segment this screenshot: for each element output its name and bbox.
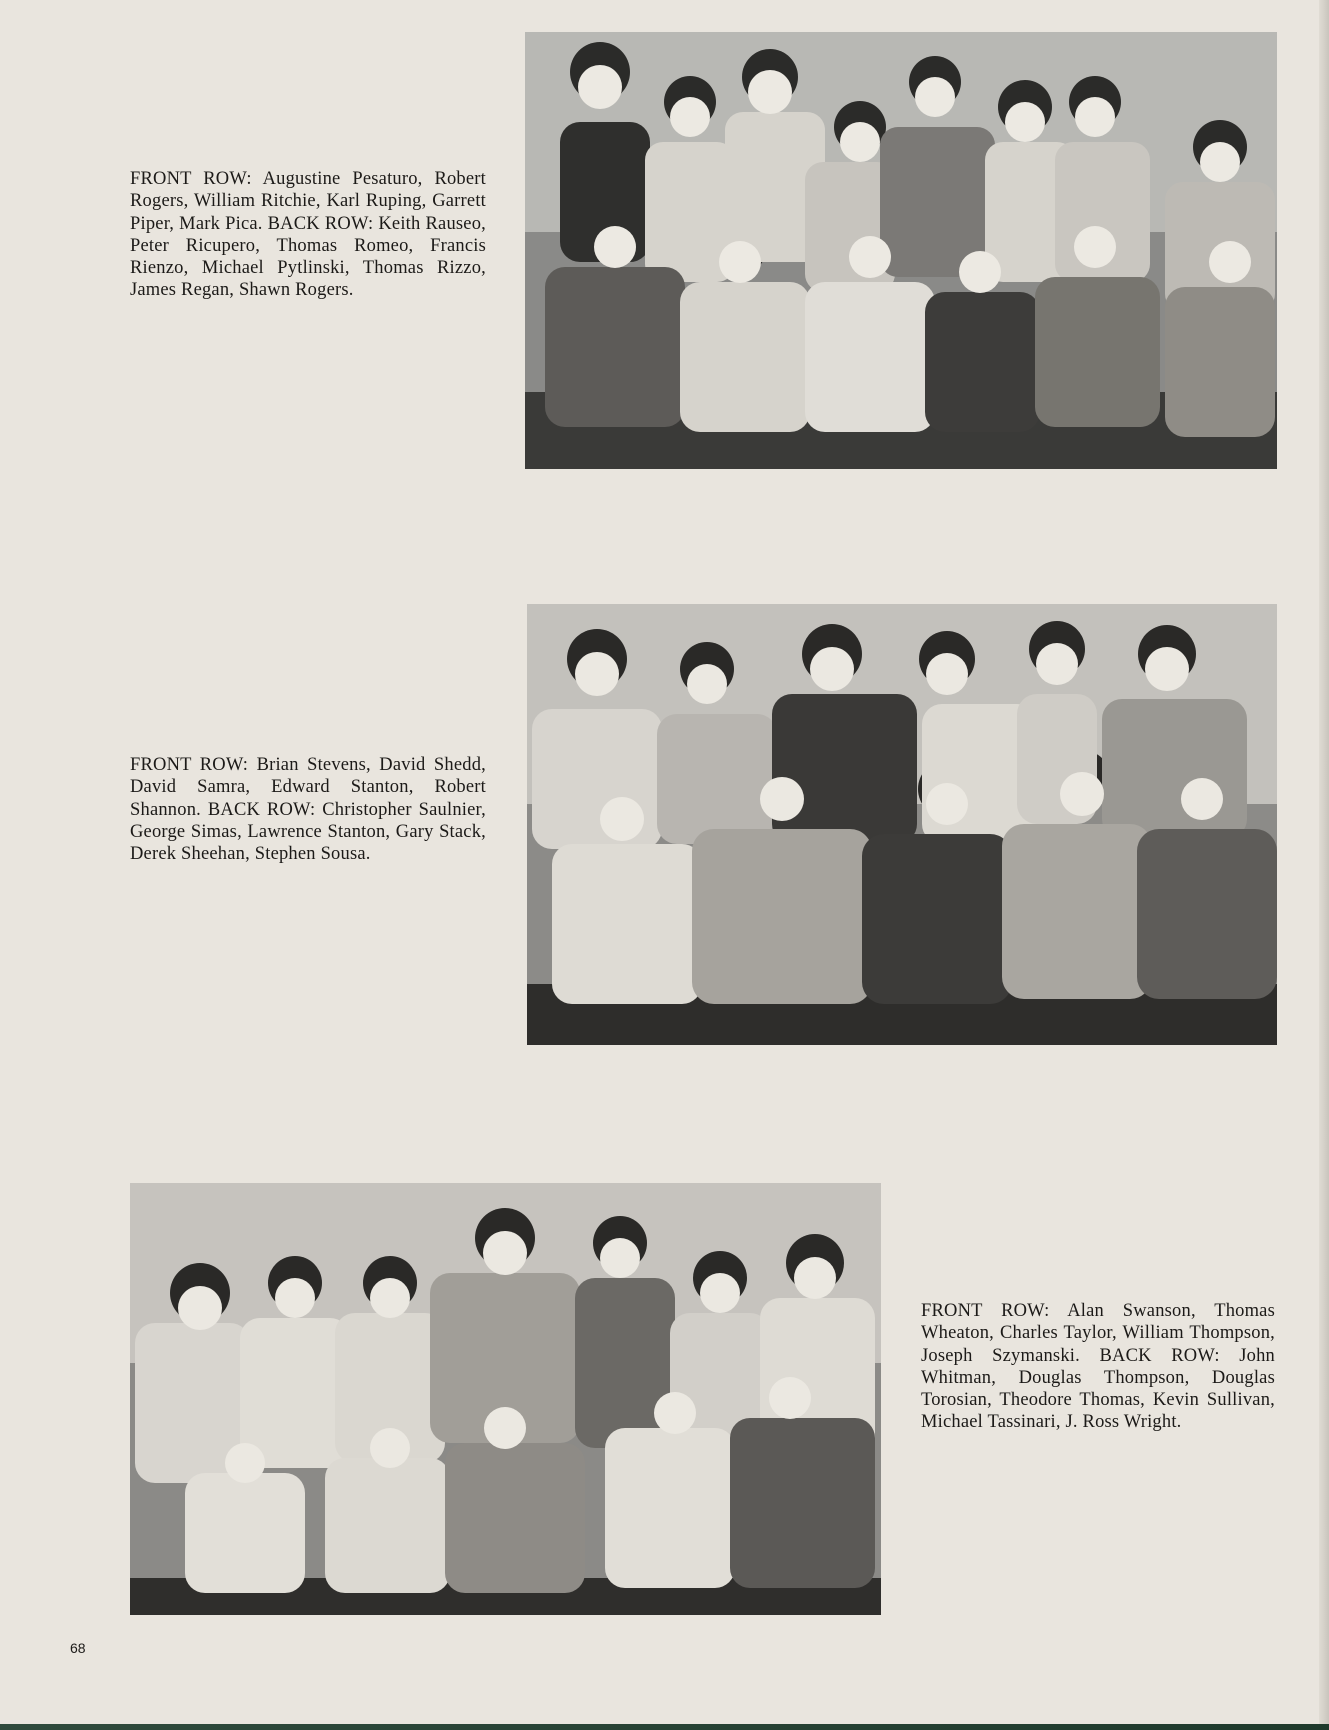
group-photo-2 — [527, 604, 1277, 1045]
group-photo-1 — [525, 32, 1277, 469]
page-edge — [1319, 0, 1329, 1730]
group-photo-caption-1: FRONT ROW: Augustine Pesaturo, Robert Rogers, William Ritchie, Karl Ruping, Garrett Piper, Mark Pica. BACK ROW: Keith Rauseo, Peter Ricupero, Thomas Romeo, Francis Rienzo, Michael Pytlinski, Thomas Rizzo, James Regan, Shawn Rogers. — [130, 169, 486, 301]
group-photo-3 — [130, 1183, 881, 1615]
page-number: 68 — [70, 1640, 86, 1656]
page-bottom-border — [0, 1724, 1329, 1730]
group-photo-caption-2: FRONT ROW: Brian Stevens, David Shedd, David Samra, Edward Stanton, Robert Shannon. BACK ROW: Christopher Saulnier, George Simas, Lawrence Stanton, Gary Stack, Derek Sheehan, Stephen Sousa. — [130, 755, 486, 865]
group-photo-caption-3: FRONT ROW: Alan Swanson, Thomas Wheaton, Charles Taylor, William Thompson, Joseph Szymanski. BACK ROW: John Whitman, Douglas Thompson, Douglas Torosian, Theodore Thomas, Kevin Sullivan, Michael Tassinari, J. Ross Wright. — [921, 1301, 1275, 1433]
